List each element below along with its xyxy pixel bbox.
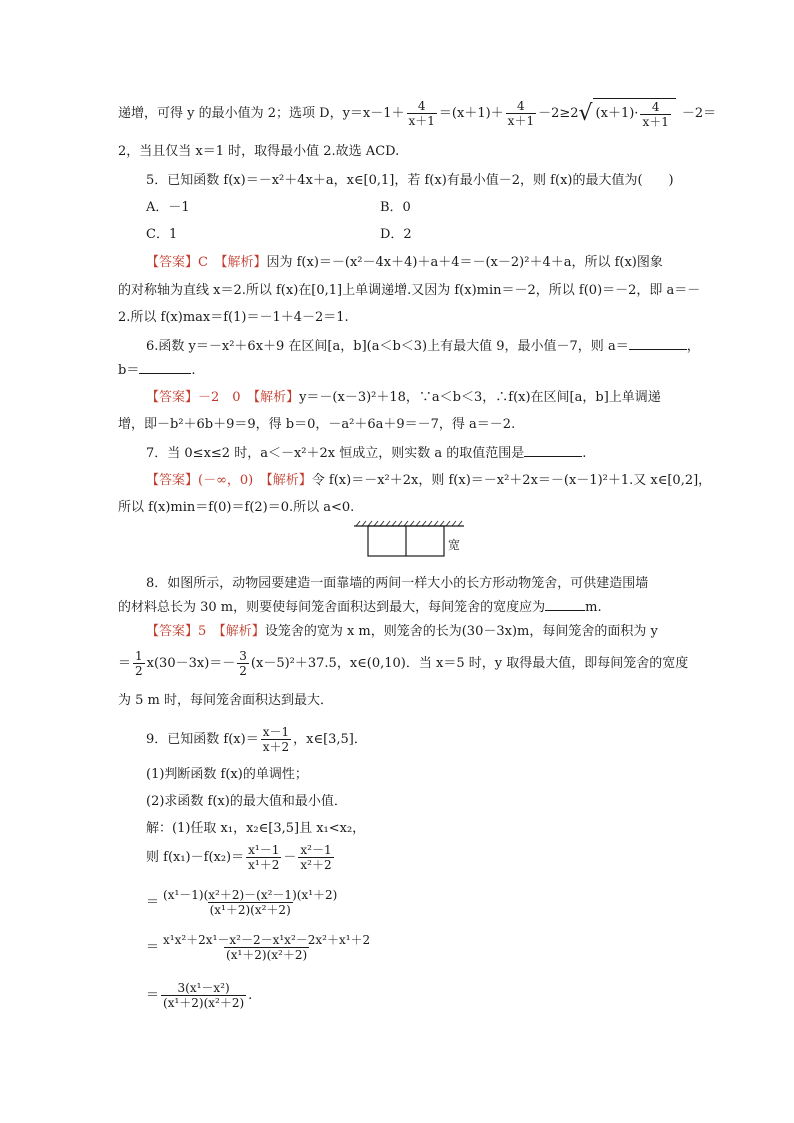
fraction: $\frac{4}{x+1}$: [507, 99, 535, 128]
solution-line-1: [118, 98, 716, 129]
solution-9-line-2: 则 f(x₁)－f(x₂)＝ $\frac{\text{x¹－1}}{\text{x¹＋2}}$ － $\frac{\text{x²－1}}{\text{x²＋2}}$: [146, 843, 332, 872]
text: ＝(x＋1)＋: [438, 106, 504, 121]
answer-6-line-2: 增，即－b²＋6b＋9＝9，得 b＝0，－a²＋6a＋9＝－7，得 a＝－2.: [118, 417, 516, 432]
question-9-part-1: (1)判断函数 f(x)的单调性；: [146, 767, 308, 782]
solution-9-line-3: ＝ $\frac{\text{(x¹－1)(x²＋2)－(x²－1)(x¹＋2)}}{\text{(x¹＋2)(x²＋2)}}$: [146, 888, 338, 917]
answer-6-line-1: 【答案】－2 0 【解析】y＝－(x－3)²＋18，∵a＜b＜3，∴f(x)在区间[a，b]上单调递: [146, 390, 661, 405]
answer-blank: [545, 598, 585, 611]
answer-8-line-1: 【答案】5 【解析】设笼舍的宽为 x m，则笼舍的长为(30－3x)m，每间笼舍的面积为 y: [146, 624, 658, 639]
solution-line-2: 2，当且仅当 x＝1 时，取得最小值 2.故选 ACD.: [118, 144, 400, 159]
answer-tag: 【答案】5: [146, 624, 207, 639]
question-6-line-2: b＝ .: [118, 363, 196, 378]
answer-8-line-2: ＝ $\frac{1}{2}$ x(30－3x)＝－ $\frac{3}{2}$ (x－5)²＋37.5，x∈(0,10)．当 x＝5 时，y 取得最大值，即每间笼舍的宽度: [118, 649, 689, 678]
solution-tag: 【解析】: [266, 473, 312, 488]
sqrt-expression: √ (x＋1)· $\frac{4}{x+1}$: [579, 98, 676, 129]
question-6: 6.函数 y＝－x²＋6x＋9 在区间[a，b](a＜b＜3)上有最大值 9，最小值－7，则 a＝ ，: [146, 339, 700, 354]
question-8-line-1: 8．如图所示，动物园要建造一面靠墙的两间一样大小的长方形动物笼舍，可供建造围墙: [146, 576, 649, 591]
answer-5-line-3: 2.所以 f(x)max＝f(1)＝－1＋4－2＝1.: [118, 310, 349, 325]
answer-5-line-1: 【答案】C 【解析】因为 f(x)＝－(x²－4x＋4)＋a＋4＝－(x－2)²＋4＋a，所以 f(x)图象: [146, 255, 663, 270]
question-8-line-2: 的材料总长为 30 m，则要使每间笼舍面积达到最大，每间笼舍的宽度应为 m.: [118, 600, 602, 615]
solution-tag: 【解析】: [220, 255, 267, 270]
question-7: 7．当 0≤x≤2 时，a＜－x²＋2x 恒成立，则实数 a 的取值范围是 .: [146, 446, 587, 461]
text: 递增，可得 y 的最小值为 2；选项 D，y＝x－1＋: [118, 106, 405, 121]
solution-9-line-1: 解：(1)任取 x₁，x₂∈[3,5]且 x₁<x₂，: [146, 821, 366, 836]
answer-7-line-2: 所以 f(x)min＝f(0)＝f(2)＝0.所以 a<0.: [118, 500, 355, 515]
option-c: C．1: [146, 227, 178, 242]
option-b: B．0: [380, 200, 411, 215]
answer-blank: [139, 361, 191, 374]
solution-tag: 【解析】: [219, 624, 265, 639]
answer-tag: 【答案】C: [146, 255, 208, 270]
option-d: D．2: [380, 227, 412, 242]
text: －2≥2: [538, 106, 579, 121]
question-9: 9．已知函数 f(x)＝ $\frac{x-1}{x+2}$ ，x∈[3,5]．: [146, 725, 367, 754]
solution-9-line-4: ＝ $\frac{\text{x¹x²＋2x¹－x²－2－x¹x²－2x²＋x¹＋2}}{\text{(x¹＋2)(x²＋2)}}$: [146, 933, 371, 962]
question-5: 5．已知函数 f(x)＝－x²＋4x＋a，x∈[0,1]，若 f(x)有最小值－2，则 f(x)的最大值为( ): [146, 173, 674, 188]
text: －2＝: [681, 106, 717, 121]
fraction: $\frac{4}{x+1}$: [408, 99, 435, 128]
answer-tag: 【答案】－2 0: [146, 390, 241, 405]
answer-blank: [524, 444, 582, 457]
answer-7-line-1: 【答案】(－∞，0) 【解析】令 f(x)＝－x²＋2x，则 f(x)＝－x²＋2x＝－(x－1)²＋1.又 x∈[0,2]，: [146, 473, 712, 488]
solution-9-line-5: ＝ $\frac{\text{3(x¹－x²)}}{\text{(x¹＋2)(x²＋2)}}$ .: [146, 981, 253, 1010]
answer-tag: 【答案】(－∞，0): [146, 473, 254, 488]
question-9-part-2: (2)求函数 f(x)的最大值和最小值．: [146, 794, 347, 809]
answer-5-line-2: 的对称轴为直线 x＝2.所以 f(x)在[0,1]上单调递增.又因为 f(x)min＝－2，所以 f(0)＝－2，即 a＝－: [118, 283, 701, 298]
option-a: A．－1: [146, 200, 190, 215]
answer-8-line-3: 为 5 m 时，每间笼舍面积达到最大．: [118, 693, 333, 708]
answer-blank: [629, 337, 687, 350]
figure-label-width: 宽: [448, 538, 461, 552]
solution-tag: 【解析】: [253, 390, 300, 405]
